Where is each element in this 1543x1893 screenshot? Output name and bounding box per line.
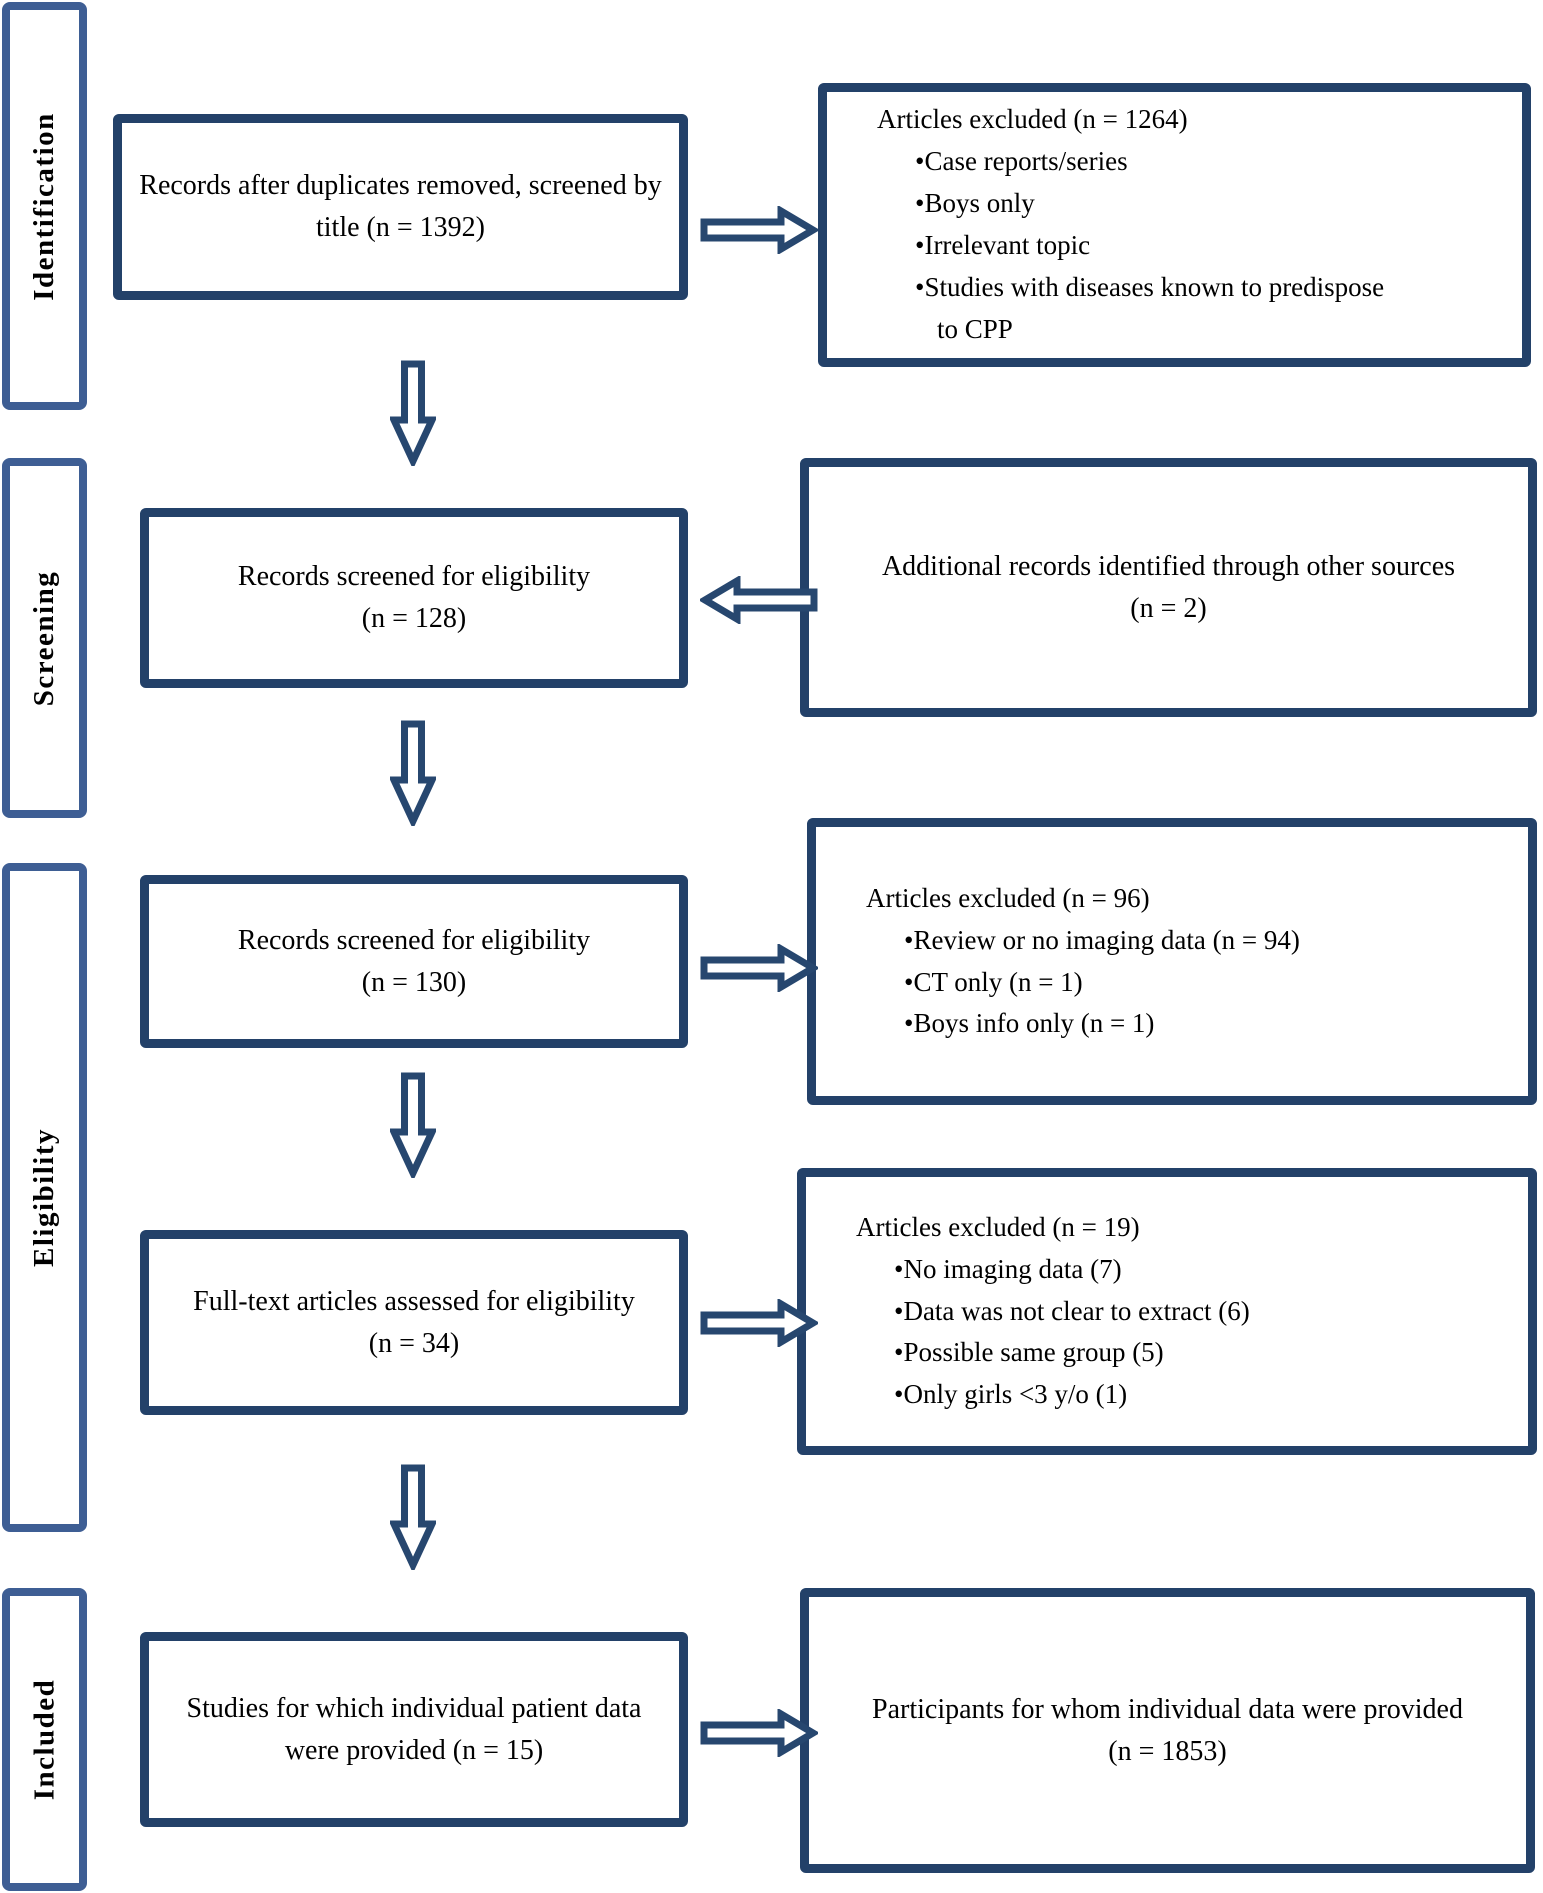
exclusion-reason: • Studies with diseases known to predispose to CPP (915, 267, 1407, 351)
side-box-articles-excluded-19 (797, 1168, 1537, 1455)
exclusion-reason: • Possible same group (5) (894, 1332, 1386, 1374)
flow-box-records-after-duplicates-text: Records after duplicates removed, screened by title (n = 1392) (139, 170, 662, 243)
stage-label-eligibility-text: Eligibility (28, 1128, 61, 1267)
stage-label-screening (2, 458, 87, 818)
arrow-down-fulltext-to-included-icon (390, 1464, 436, 1570)
exclusion-reason: • Boys info only (n = 1) (904, 1003, 1396, 1045)
side-box-articles-excluded-96-header: Articles excluded (n = 96) (866, 882, 1150, 913)
flow-box-records-screened-130-text: Records screened for eligibility (n = 130) (237, 924, 591, 998)
arrow-right-to-participants-icon (700, 1709, 818, 1757)
side-box-participants-individual-data-text: Participants for whom individual data were provided (n = 1853) (872, 1693, 1463, 1767)
side-box-articles-excluded-1264-list (877, 141, 1522, 350)
flow-box-records-screened-130 (140, 875, 688, 1048)
stage-label-eligibility (2, 863, 87, 1532)
exclusion-reason: • Review or no imaging data (n = 94) (904, 920, 1396, 962)
exclusion-reason: • Irrelevant topic (915, 225, 1407, 267)
stage-label-screening-text: Screening (28, 570, 60, 706)
side-box-participants-individual-data (800, 1588, 1535, 1873)
side-box-articles-excluded-19-header: Articles excluded (n = 19) (856, 1211, 1140, 1242)
arrow-down-eligibility-to-fulltext-icon (390, 1072, 436, 1178)
arrow-down-screening-to-eligibility-icon (390, 720, 436, 826)
exclusion-reason: • Case reports/series (915, 141, 1407, 183)
flow-box-studies-individual-data (140, 1632, 688, 1827)
side-box-additional-records (800, 458, 1537, 717)
flow-box-records-screened-128-text: Records screened for eligibility (n = 128) (237, 561, 591, 634)
arrow-right-to-exclusions-96-icon (700, 944, 818, 992)
side-box-articles-excluded-19-list (856, 1249, 1528, 1416)
exclusion-reason: • Only girls <3 y/o (1) (894, 1374, 1386, 1416)
side-box-articles-excluded-96-list (866, 920, 1528, 1046)
arrow-right-to-exclusions-19-icon (700, 1299, 818, 1347)
exclusion-reason: • No imaging data (7) (894, 1249, 1386, 1291)
stage-label-identification-text: Identification (28, 111, 60, 301)
side-box-articles-excluded-96 (807, 818, 1537, 1105)
flow-box-studies-individual-data-text: Studies for which individual patient data were provided (n = 15) (186, 1692, 642, 1766)
side-box-articles-excluded-1264 (818, 83, 1531, 367)
stage-label-included-text: Included (28, 1678, 61, 1801)
exclusion-reason: • Data was not clear to extract (6) (894, 1291, 1386, 1333)
flow-box-fulltext-assessed (140, 1230, 688, 1415)
arrow-right-to-exclusions-1264-icon (700, 206, 818, 254)
flow-box-records-after-duplicates (113, 114, 688, 300)
arrow-left-from-additional-records-icon (700, 576, 818, 624)
arrow-down-identification-to-screening-icon (390, 360, 436, 466)
stage-label-included (2, 1588, 87, 1891)
exclusion-reason: • Boys only (915, 183, 1407, 225)
flow-box-records-screened-128 (140, 508, 688, 688)
flow-box-fulltext-assessed-text: Full-text articles assessed for eligibility (n = 34) (193, 1285, 635, 1359)
side-box-articles-excluded-1264-header: Articles excluded (n = 1264) (877, 104, 1188, 135)
side-box-additional-records-text: Additional records identified through other sources (n = 2) (881, 550, 1456, 624)
exclusion-reason: • CT only (n = 1) (904, 962, 1396, 1004)
stage-label-identification (2, 2, 87, 410)
